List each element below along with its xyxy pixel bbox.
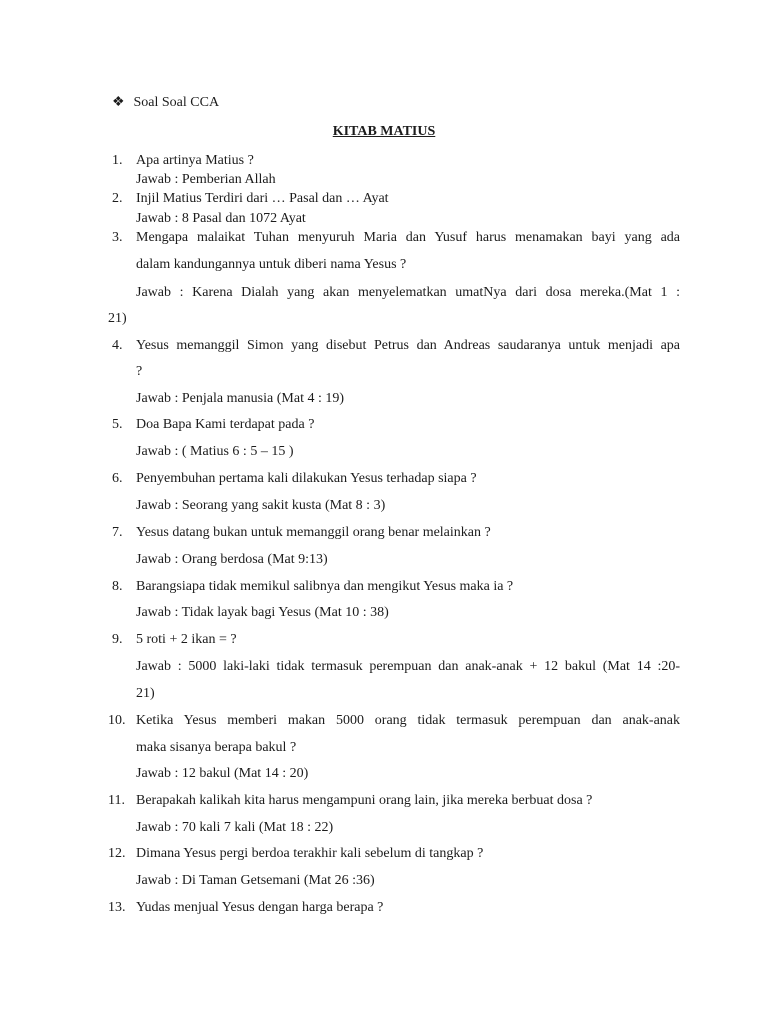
answer-text: Jawab : Tidak layak bagi Yesus (Mat 10 : 38): [136, 605, 389, 620]
answer-text: Jawab : 8 Pasal dan 1072 Ayat: [136, 211, 306, 226]
question-number: 10.: [108, 713, 126, 728]
question-text-continued: ?: [136, 364, 143, 379]
answer-text: Jawab : Penjala manusia (Mat 4 : 19): [136, 391, 345, 406]
question-text: Dimana Yesus pergi berdoa terakhir kali sebelum di tangkap ?: [136, 846, 484, 861]
answer-text: Jawab : 12 bakul (Mat 14 : 20): [136, 766, 309, 781]
question-text: Barangsiapa tidak memikul salibnya dan mengikut Yesus maka ia ?: [136, 579, 514, 594]
question-number: 9.: [112, 632, 123, 647]
answer-text: Jawab : ( Matius 6 : 5 – 15 ): [136, 444, 294, 459]
question-number: 6.: [112, 471, 123, 486]
question-number: 8.: [112, 579, 123, 594]
question-number: 7.: [112, 525, 123, 540]
question-number: 11.: [108, 793, 125, 808]
answer-text: Jawab : 70 kali 7 kali (Mat 18 : 22): [136, 820, 334, 835]
section-heading: [112, 94, 219, 112]
question-text: Apa artinya Matius ?: [136, 153, 254, 168]
page-title: KITAB MATIUS: [332, 124, 436, 139]
question-text: Yudas menjual Yesus dengan harga berapa ?: [136, 900, 384, 915]
question-text-continued: maka sisanya berapa bakul ?: [136, 740, 297, 755]
question-text: Doa Bapa Kami terdapat pada ?: [136, 417, 315, 432]
answer-text-continued: 21): [108, 311, 127, 326]
question-number: 1.: [112, 153, 123, 168]
question-text: Mengapa malaikat Tuhan menyuruh Maria dan Yusuf harus menamakan bayi yang ada: [136, 230, 680, 245]
question-text: Injil Matius Terdiri dari … Pasal dan … Ayat: [136, 191, 389, 206]
question-number: 5.: [112, 417, 123, 432]
question-text: Penyembuhan pertama kali dilakukan Yesus terhadap siapa ?: [136, 471, 477, 486]
diamond-bullet-icon: ❖: [112, 95, 125, 110]
question-number: 13.: [108, 900, 126, 915]
answer-text: Jawab : Seorang yang sakit kusta (Mat 8 : 3): [136, 498, 386, 513]
answer-text: Jawab : 5000 laki-laki tidak termasuk perempuan dan anak-anak + 12 bakul (Mat 14 :20-: [136, 659, 680, 674]
section-heading-text: Soal Soal CCA: [133, 95, 220, 110]
question-number: 4.: [112, 338, 123, 353]
answer-text: Jawab : Orang berdosa (Mat 9:13): [136, 552, 328, 567]
answer-text: Jawab : Karena Dialah yang akan menyelematkan umatNya dari dosa mereka.(Mat 1 :: [136, 285, 680, 300]
question-text: Yesus datang bukan untuk memanggil orang benar melainkan ?: [136, 525, 491, 540]
question-text: Yesus memanggil Simon yang disebut Petrus dan Andreas saudaranya untuk menjadi apa: [136, 338, 680, 353]
question-text: Berapakah kalikah kita harus mengampuni orang lain, jika mereka berbuat dosa ?: [136, 793, 593, 808]
question-text-continued: dalam kandungannya untuk diberi nama Yesus ?: [136, 257, 407, 272]
answer-text: Jawab : Pemberian Allah: [136, 172, 276, 187]
question-number: 3.: [112, 230, 123, 245]
question-number: 2.: [112, 191, 123, 206]
answer-text: Jawab : Di Taman Getsemani (Mat 26 :36): [136, 873, 375, 888]
question-text: 5 roti + 2 ikan = ?: [136, 632, 237, 647]
question-text: Ketika Yesus memberi makan 5000 orang tidak termasuk perempuan dan anak-anak: [136, 713, 680, 728]
question-number: 12.: [108, 846, 126, 861]
answer-text-continued: 21): [136, 686, 155, 701]
